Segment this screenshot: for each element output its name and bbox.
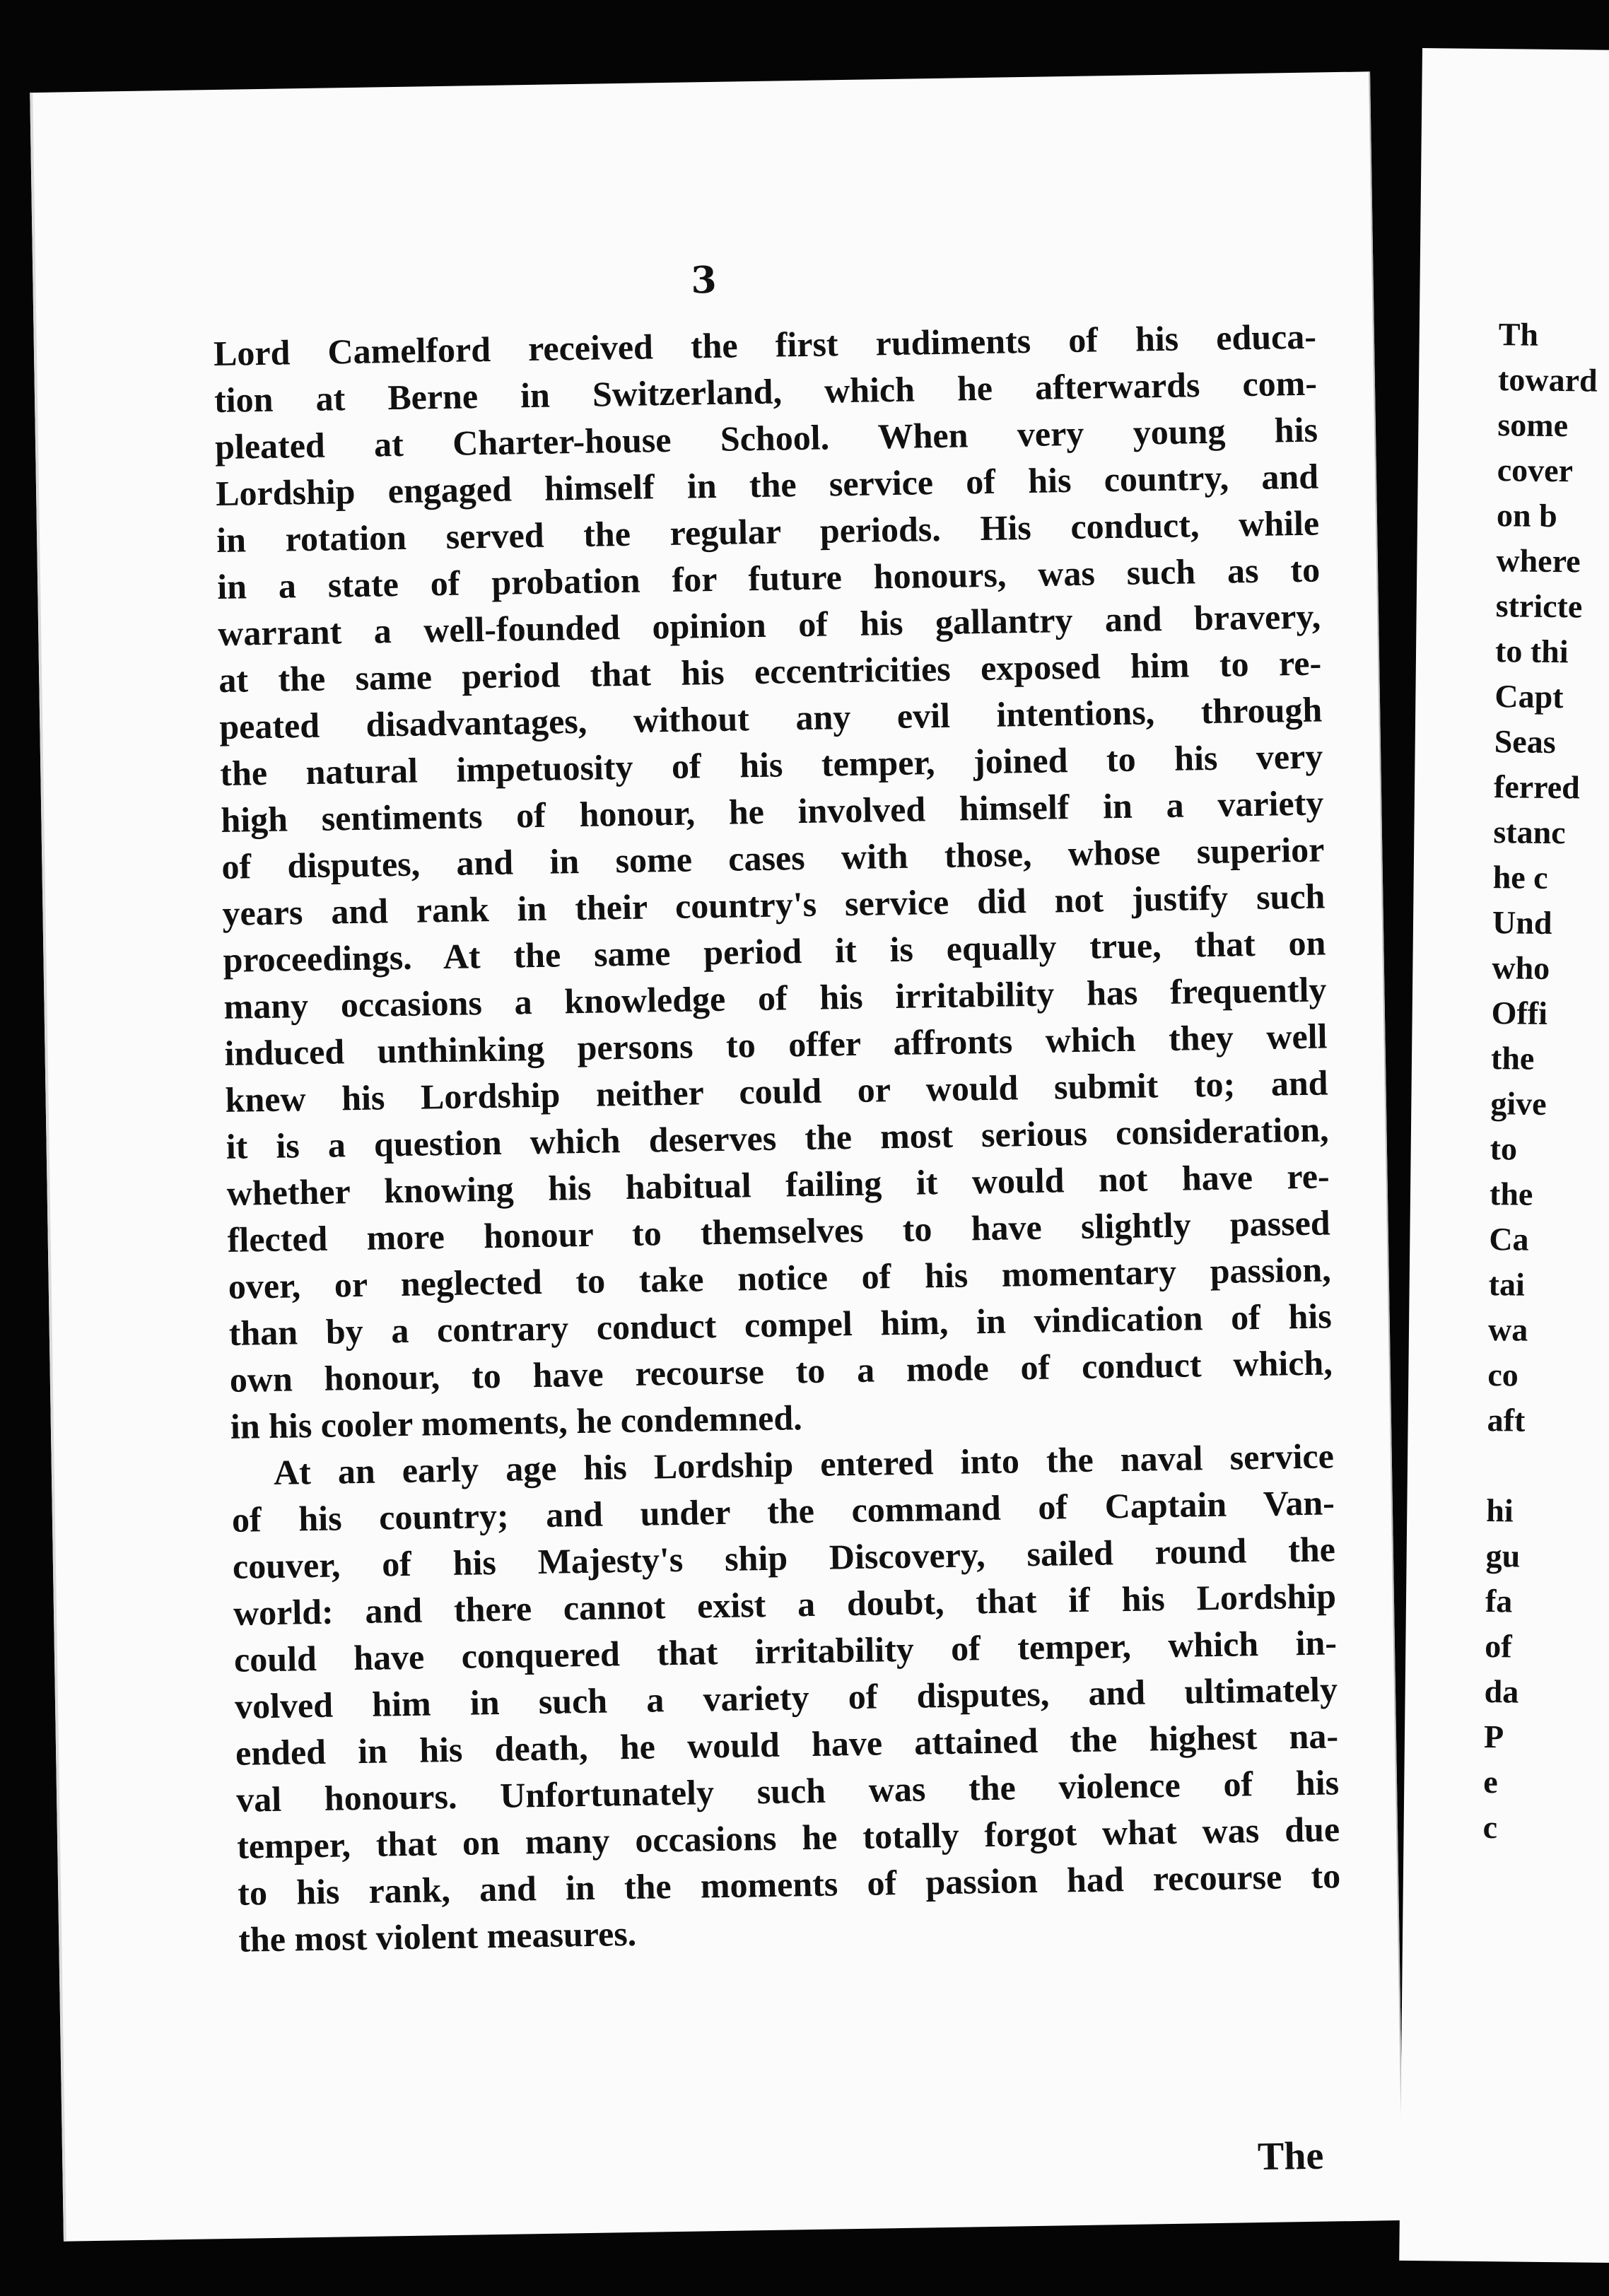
facing-text-line: Seas: [1494, 723, 1556, 761]
text-line: at the same period that his eccentricities exposed him to re-: [218, 643, 1322, 700]
text-line: than by a contrary conduct compel him, in vindication of his: [228, 1296, 1333, 1353]
facing-text-line: e: [1483, 1764, 1499, 1800]
text-line: in his cooler moments, he condemned.: [230, 1398, 803, 1446]
text-line: own honour, to have recourse to a mode of conduct which,: [229, 1342, 1333, 1400]
text-line: of his country; and under the command of Captain Van-: [231, 1482, 1335, 1540]
facing-text-line: P: [1483, 1718, 1504, 1755]
text-line: could have conquered that irritability of temper, which in-: [233, 1622, 1338, 1680]
facing-text-line: stanc: [1493, 814, 1566, 851]
facing-text-line: fa: [1485, 1583, 1513, 1620]
facing-text-line: aft: [1487, 1402, 1526, 1439]
text-line: of disputes, and in some cases with those, whose superior: [221, 829, 1325, 886]
text-line: peated disadvantages, without any evil intentions, through: [218, 689, 1323, 746]
text-line: over, or neglected to take notice of his momentary passion,: [228, 1249, 1332, 1306]
facing-text-line: stricte: [1495, 587, 1583, 625]
text-line: couver, of his Majesty's ship Discovery, sailed round the: [232, 1529, 1336, 1586]
facing-text-line: Offi: [1491, 995, 1548, 1031]
text-line: the most violent measures.: [238, 1913, 637, 1960]
facing-text-line: the: [1489, 1176, 1533, 1212]
facing-text-line: ferred: [1493, 768, 1581, 806]
text-line: the natural impetuosity of his temper, joined to his very: [219, 736, 1323, 793]
facing-text-line: da: [1484, 1673, 1519, 1710]
text-line: ended in his death, he would have attained the highest na-: [235, 1716, 1339, 1773]
text-line: in rotation served the regular periods. His conduct, while: [216, 503, 1320, 561]
facing-text-line: where: [1496, 542, 1581, 580]
left-page: [30, 71, 1404, 2241]
facing-text-line: on b: [1496, 497, 1558, 534]
text-line: flected more honour to themselves to have slightly passed: [227, 1202, 1331, 1260]
text-line: proceedings. At the same period it is equally true, that on: [223, 922, 1326, 980]
facing-text-line: give: [1490, 1085, 1547, 1122]
text-line: it is a question which deserves the most serious consideration,: [226, 1109, 1329, 1166]
facing-text-line: co: [1487, 1357, 1519, 1393]
text-line: knew his Lordship neither could or would submit to; and: [225, 1062, 1328, 1120]
facing-text-line: of: [1485, 1628, 1512, 1665]
facing-text-line: some: [1497, 406, 1569, 444]
facing-text-line: Ca: [1489, 1221, 1529, 1258]
facing-text-line: he c: [1492, 859, 1548, 896]
text-line: tion at Berne in Switzerland, which he afterwards com-: [213, 363, 1318, 421]
facing-text-line: toward: [1497, 361, 1598, 399]
catchword: The: [1257, 2133, 1324, 2179]
text-line: many occasions a knowledge of his irritability has frequently: [223, 969, 1327, 1026]
text-line: whether knowing his habitual failing it would not have re-: [226, 1156, 1330, 1213]
facing-page-fragment: [1399, 48, 1609, 2263]
facing-page-text: [1482, 312, 1598, 1851]
text-line: Lord Camelford received the first rudiments of his educa-: [213, 316, 1317, 374]
facing-text-line: Th: [1498, 316, 1539, 353]
text-line: temper, that on many occasions he totally forgot what was due: [236, 1809, 1340, 1866]
text-line: At an early age his Lordship entered into the naval service: [273, 1436, 1335, 1492]
facing-text-line: to thi: [1494, 633, 1569, 670]
text-line: in a state of probation for future honours, was such as to: [216, 549, 1321, 607]
facing-text-line: who: [1492, 949, 1550, 986]
facing-text-line: Und: [1492, 904, 1552, 941]
text-line: val honours. Unfortunately such was the violence of his: [235, 1762, 1340, 1820]
facing-text-line: hi: [1486, 1492, 1514, 1529]
text-line: pleated at Charter-house School. When very young his: [214, 409, 1318, 467]
facing-text-line: the: [1490, 1040, 1535, 1077]
text-line: years and rank in their country's service did not justify such: [222, 876, 1326, 933]
facing-text-line: [1487, 1443, 1586, 1489]
text-line: to his rank, and in the moments of passion had recourse to: [237, 1856, 1341, 1913]
page-body-text: [213, 313, 1342, 1963]
text-line: world: and there cannot exist a doubt, that if his Lordship: [233, 1576, 1337, 1633]
text-line: volved him in such a variety of disputes, and ultimately: [234, 1669, 1338, 1726]
facing-text-line: cover: [1497, 452, 1574, 489]
text-line: induced unthinking persons to offer affronts which they well: [224, 1016, 1328, 1073]
page-number: 3: [690, 258, 718, 303]
text-line: Lordship engaged himself in the service of his country, and: [215, 456, 1319, 514]
facing-text-line: c: [1482, 1809, 1498, 1846]
facing-text-line: Capt: [1494, 678, 1564, 715]
facing-text-line: gu: [1485, 1538, 1521, 1574]
facing-text-line: wa: [1487, 1311, 1528, 1348]
text-line: high sentiments of honour, he involved himself in a variety: [220, 783, 1324, 840]
text-line: warrant a well-founded opinion of his gallantry and bravery,: [217, 596, 1321, 653]
facing-text-line: tai: [1488, 1266, 1526, 1303]
facing-text-line: to: [1490, 1130, 1518, 1167]
